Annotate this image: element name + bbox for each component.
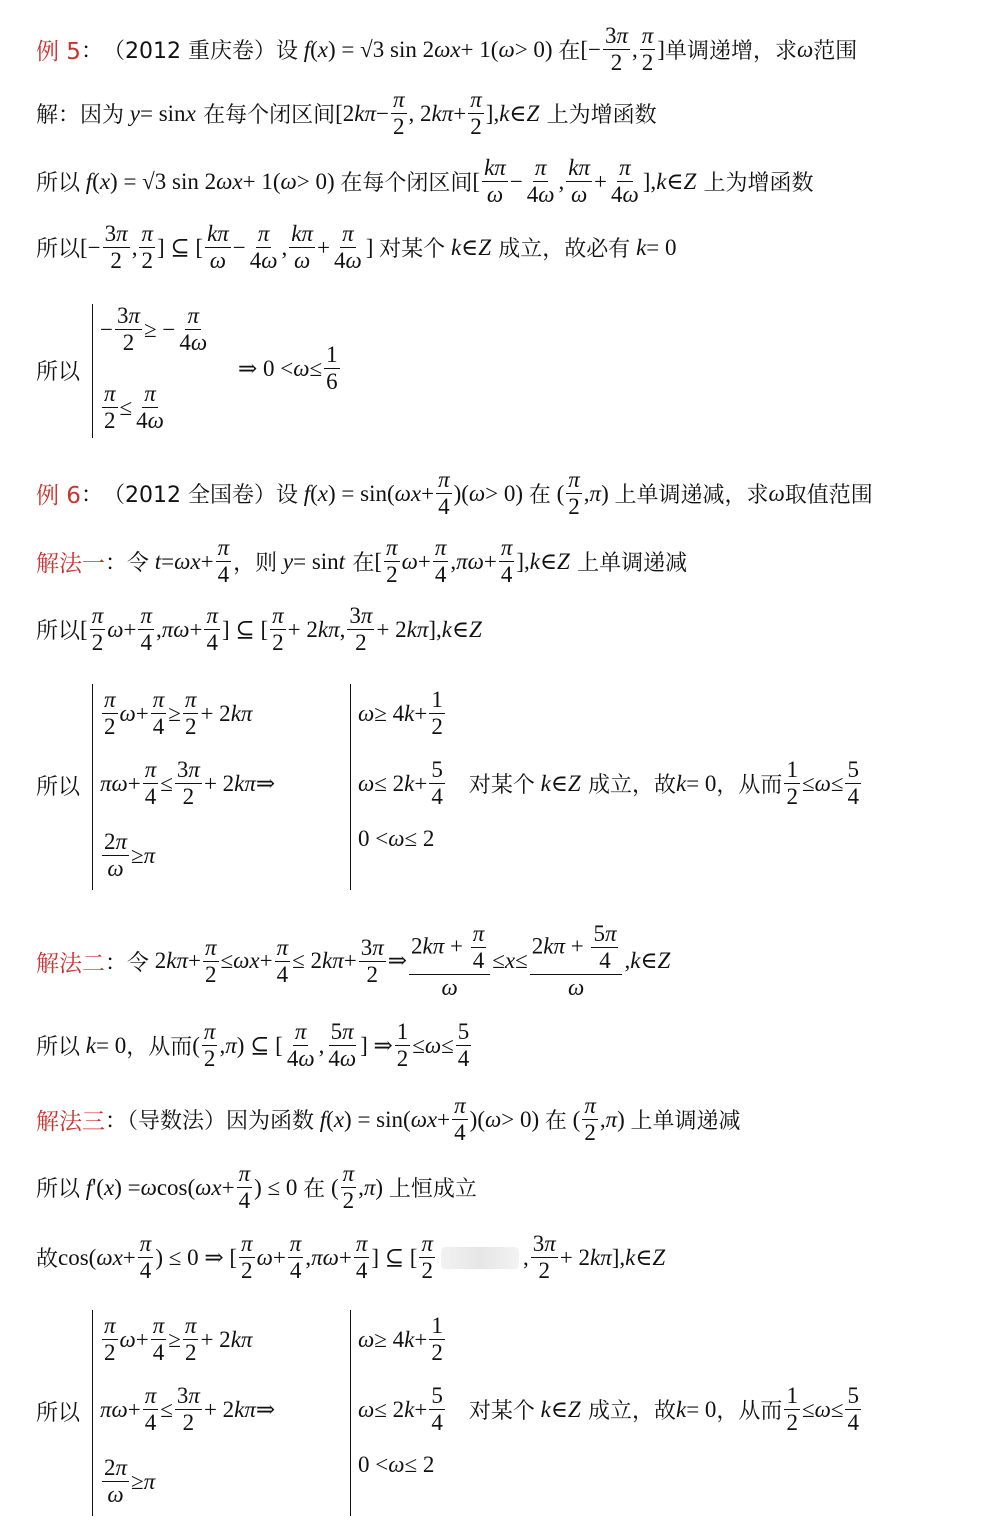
m3-line1: 解法三 ：（导数法）因为函数 f ( x ) = sin( ωx + $\frac{\pi}{4}$ )( ω > 0) 在 ( $\frac{\pi}{2}$ , π ) 上单调递减	[36, 1093, 741, 1146]
solution-label: 解	[36, 103, 59, 129]
ex6-label: 例 6	[36, 483, 81, 510]
m3-line3: 故 cos( ωx + $\frac{\pi}{4}$ ) ≤ 0 ⇒ [ $\frac{\pi}{2}$ ω + $\frac{\pi}{4}$ , πω + $\frac{\pi}{4}$ ] ⊆ [ $\frac{\pi}{2}$ , $\frac{3\pi}{2}$ + 2 kπ ], k ∈ Z	[36, 1231, 666, 1284]
ex5-statement: 例 5 ： （2012 重庆卷）设 f ( x ) = √3 sin 2 ωx + 1( ω > 0) 在 [− $\frac{3\pi}{2}$ , $\frac{\pi}{2}$ ] 单调递增，求 ω 范围	[36, 23, 858, 76]
ex5-solution-line2: 所以 f ( x ) = √3 sin 2 ωx + 1( ω > 0) 在每个闭区间 [ $\frac{k\pi}{\omega}$ − $\frac{\pi}{4\omega}$ , $\frac{k\pi}{\omega}$ + $\frac{\pi}{4\omega}$ ], k ∈ Z 上为增函数	[36, 155, 814, 208]
m2-line1: 解法二 ：令 2 kπ + $\frac{\pi}{2}$ ≤ ωx + $\frac{\pi}{4}$ ≤ 2 kπ + $\frac{3\pi}{2}$ ⇒ 2kπ + $\frac{\pi}{4}$ ω ≤ x ≤ 2kπ + $\frac{5\pi}{4}$ ω , k ∈ Z	[36, 921, 671, 1001]
m2-line2: 所以 k = 0 ，从而 ( $\frac{\pi}{2}$ , π ) ⊆ [ $\frac{\pi}{4\omega}$ , $\frac{5\pi}{4\omega}$ ] ⇒ $\frac{1}{2}$ ≤ ω ≤ $\frac{5}{4}$	[36, 1019, 470, 1072]
ex5-system-label: 所以	[36, 360, 81, 385]
ex5-source: （2012 重庆卷）设	[102, 39, 298, 65]
blurred-region	[441, 1247, 519, 1269]
ex6-statement: 例 6 ： （2012 全国卷）设 f ( x ) = sin( ωx + $\frac{\pi}{4}$ )( ω > 0) 在 ( $\frac{\pi}{2}$ , π ) 上单调递减，求 ω 取值范围	[36, 467, 873, 520]
m3-line2: 所以 f '( x ) = ω cos( ωx + $\frac{\pi}{4}$ ) ≤ 0 在 ( $\frac{\pi}{2}$ , π ) 上恒成立	[36, 1161, 477, 1214]
ex5-result: ⇒ 0 < ω ≤ $\frac{1}{6}$	[238, 342, 338, 395]
ex5-solution-line1: 解 ：因为 y = sin x 在每个闭区间 [2 kπ − $\frac{\pi}{2}$ , 2 kπ + $\frac{\pi}{2}$ ], k ∈ Z 上为增函数	[36, 87, 657, 140]
brace	[92, 1310, 93, 1516]
method2-label: 解法二	[36, 950, 105, 977]
method1-label: 解法一	[36, 551, 105, 578]
brace	[92, 684, 93, 890]
method3-label: 解法三	[36, 1109, 105, 1136]
ex5-ineq1: − $\frac{3\pi}{2}$ ≥ − $\frac{\pi}{4\omega}$	[100, 303, 208, 356]
brace	[350, 1310, 351, 1516]
brace	[350, 684, 351, 890]
ex5-solution-line3: 所以 [− $\frac{3\pi}{2}$ , $\frac{\pi}{2}$ ] ⊆ [ $\frac{k\pi}{\omega}$ − $\frac{\pi}{4\omega}$ , $\frac{k\pi}{\omega}$ + $\frac{\pi}{4\omega}$ ] 对某个 k ∈ Z 成立，故必有 k = 0	[36, 221, 677, 274]
brace	[92, 304, 93, 438]
ex5-label: 例 5	[36, 39, 81, 66]
m1-line1: 解法一 ：令 t = ωx + $\frac{\pi}{4}$ ，则 y = sin t 在 [ $\frac{\pi}{2}$ ω + $\frac{\pi}{4}$ , πω + $\frac{\pi}{4}$ ], k ∈ Z 上单调递减	[36, 535, 688, 588]
m1-line2: 所以 [ $\frac{\pi}{2}$ ω + $\frac{\pi}{4}$ , πω + $\frac{\pi}{4}$ ] ⊆ [ $\frac{\pi}{2}$ + 2 kπ , $\frac{3\pi}{2}$ + 2 kπ ], k ∈ Z	[36, 603, 482, 656]
ex5-ineq2: $\frac{\pi}{2}$ ≤ $\frac{\pi}{4\omega}$	[104, 381, 164, 434]
